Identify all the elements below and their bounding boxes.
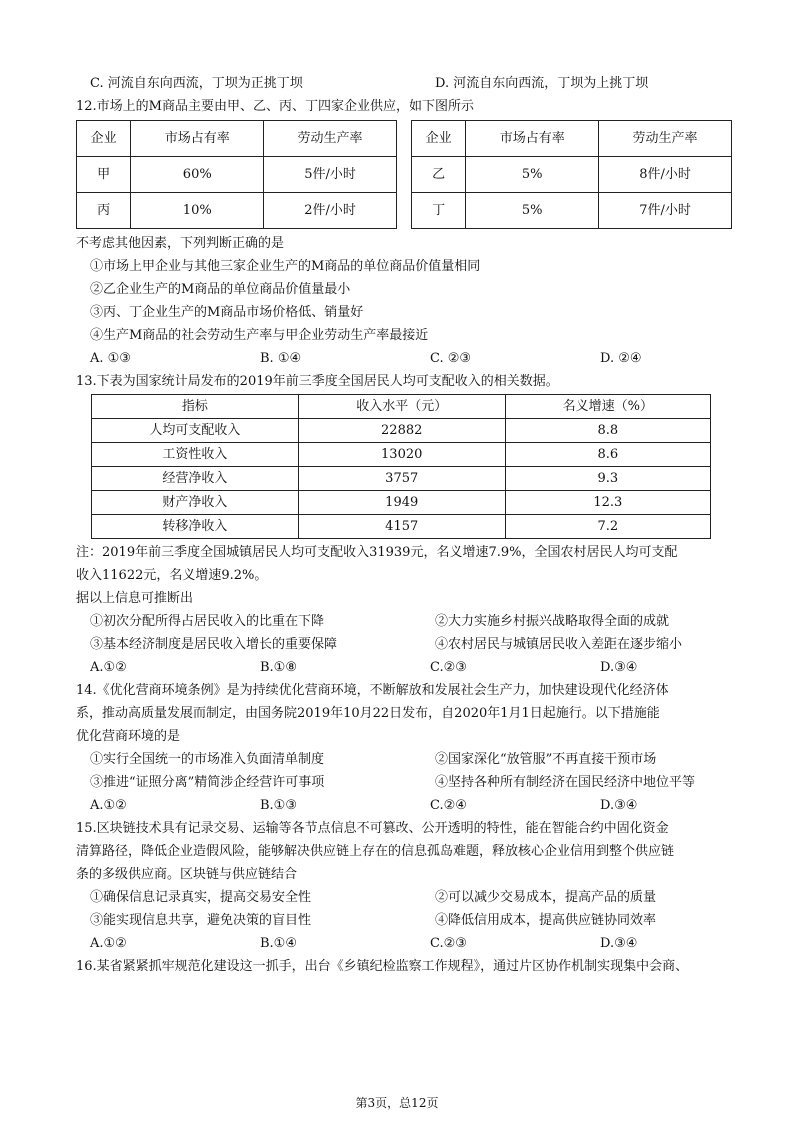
table-header-cell: 收入水平（元） [298, 395, 505, 419]
table-header-cell: 企业 [77, 121, 131, 157]
table-header-cell: 市场占有率 [466, 121, 599, 157]
q16-stem-line-1: 16.某省紧紧抓牢规范化建设这一抓手，出台《乡镇纪检监察工作规程》，通过片区协作机制实现集中会商、 [76, 959, 689, 974]
table-cell: 工资性收入 [92, 443, 299, 467]
q13-statement-3: ③基本经济制度是居民收入增长的重要保障 [90, 637, 338, 652]
q12-statement-4: ④生产M商品的社会劳动生产率与甲企业劳动生产率最接近 [90, 328, 429, 343]
choice-a: A. ①③ [90, 351, 131, 366]
table-gap [396, 157, 411, 193]
table-cell: 2件/小时 [264, 193, 397, 229]
choice-c: C. ②③ [430, 351, 472, 366]
table-cell: 3757 [298, 467, 505, 491]
choice-d: D.③④ [600, 798, 638, 813]
table-row [77, 193, 732, 229]
choice-a: A.①② [90, 660, 127, 675]
q14-statement-3: ③推进“证照分离”精简涉企经营许可事项 [90, 775, 325, 790]
q14-choices [76, 794, 732, 817]
table-header-cell: 劳动生产率 [264, 121, 397, 157]
table-cell: 经营净收入 [92, 467, 299, 491]
q12-statement-3: ③丙、丁企业生产的M商品市场价格低、销量好 [90, 305, 364, 320]
q11-options-row [76, 72, 732, 95]
choice-d: D.③④ [600, 660, 638, 675]
q15-statement-4: ④降低信用成本，提高供应链协同效率 [435, 913, 657, 928]
choice-b: B. ①④ [260, 351, 302, 366]
q14-stem-line-3: 优化营商环境的是 [76, 729, 181, 744]
q15-choices [76, 932, 732, 955]
table-cell: 4157 [298, 515, 505, 539]
q13-statements-row-1 [76, 610, 732, 633]
q13-statement-1: ①初次分配所得占居民收入的比重在下降 [90, 614, 325, 629]
q15-statement-1: ①确保信息记录真实，提高交易安全性 [90, 890, 312, 905]
table-header-row [92, 395, 711, 419]
table-cell: 8.8 [505, 419, 710, 443]
table-header-cell: 企业 [411, 121, 465, 157]
table-cell: 1949 [298, 491, 505, 515]
q13-statement-4: ④农村居民与城镇居民收入差距在逐步缩小 [435, 637, 683, 652]
choice-c: C.②③ [430, 660, 467, 675]
table-header-cell: 名义增速（%） [505, 395, 710, 419]
table-cell: 5% [466, 193, 599, 229]
table-cell: 12.3 [505, 491, 710, 515]
table-header-row [77, 121, 732, 157]
choice-a: A.①② [90, 798, 127, 813]
q14-stem-line-1: 14.《优化营商环境条例》是为持续优化营商环境，不断解放和发展社会生产力，加快建设现代化经济体 [76, 683, 669, 698]
choice-c: C.②④ [430, 798, 467, 813]
table-cell: 人均可支配收入 [92, 419, 299, 443]
table-cell: 转移净收入 [92, 515, 299, 539]
q12-choices [76, 347, 732, 370]
choice-b: B.①⑧ [260, 660, 297, 675]
q14-statements-row-2 [76, 771, 732, 794]
q12-table [76, 120, 732, 229]
table-row [77, 157, 732, 193]
q11-option-d: D. 河流自东向西流，丁坝为上挑丁坝 [435, 76, 649, 91]
choice-b: B.①③ [260, 798, 297, 813]
table-cell: 22882 [298, 419, 505, 443]
choice-c: C.②③ [430, 936, 467, 951]
q14-statement-4: ④坚持各种所有制经济在国民经济中地位平等 [435, 775, 696, 790]
exam-page [76, 72, 732, 978]
table-cell: 8件/小时 [599, 157, 732, 193]
q13-statement-2: ②大力实施乡村振兴战略取得全面的成就 [435, 614, 670, 629]
q15-statements-row-2 [76, 909, 732, 932]
table-cell: 13020 [298, 443, 505, 467]
table-cell: 5% [466, 157, 599, 193]
table-row [92, 419, 711, 443]
q13-statements-row-2 [76, 633, 732, 656]
q14-statement-1: ①实行全国统一的市场准入负面清单制度 [90, 752, 325, 767]
q13-note-line-2: 收入11622元，名义增速9.2%。 [76, 568, 268, 583]
table-cell: 7.2 [505, 515, 710, 539]
q15-statements-row-1 [76, 886, 732, 909]
choice-b: B.①④ [260, 936, 297, 951]
q11-option-c: C. 河流自东向西流，丁坝为正挑丁坝 [90, 76, 303, 91]
table-cell: 乙 [411, 157, 465, 193]
q12-stem: 12.市场上的M商品主要由甲、乙、丙、丁四家企业供应，如下图所示 [76, 99, 474, 114]
table-header-cell: 市场占有率 [131, 121, 264, 157]
table-cell: 5件/小时 [264, 157, 397, 193]
q13-stem: 13.下表为国家统计局发布的2019年前三季度全国居民人均可支配收入的相关数据。 [76, 374, 559, 389]
q12-statement-1: ①市场上甲企业与其他三家企业生产的M商品的单位商品价值量相同 [90, 259, 481, 274]
table-row [92, 515, 711, 539]
choice-d: D.③④ [600, 936, 638, 951]
q14-statement-2: ②国家深化“放管服”不再直接干预市场 [435, 752, 657, 767]
table-cell: 丁 [411, 193, 465, 229]
q15-statement-3: ③能实现信息共享，避免决策的盲目性 [90, 913, 312, 928]
table-cell: 10% [131, 193, 264, 229]
table-row [92, 467, 711, 491]
table-cell: 甲 [77, 157, 131, 193]
table-cell: 丙 [77, 193, 131, 229]
table-gap [396, 193, 411, 229]
table-cell: 60% [131, 157, 264, 193]
table-row [92, 443, 711, 467]
q14-statements-row-1 [76, 748, 732, 771]
table-cell: 9.3 [505, 467, 710, 491]
q13-table [91, 394, 711, 539]
table-cell: 财产净收入 [92, 491, 299, 515]
table-cell: 8.6 [505, 443, 710, 467]
q15-stem-line-3: 条的多级供应商。区块链与供应链结合 [76, 867, 298, 882]
q14-stem-line-2: 系，推动高质量发展而制定，由国务院2019年10月22日发布，自2020年1月1日起施行。以下措施能 [76, 706, 660, 721]
q15-stem-line-1: 15.区块链技术具有记录交易、运输等各节点信息不可篡改、公开透明的特性，能在智能合约中固化资金 [76, 821, 669, 836]
q13-choices [76, 656, 732, 679]
choice-a: A.①② [90, 936, 127, 951]
page-footer: 第3页，总12页 [355, 1096, 439, 1110]
q13-note-line-1: 注：2019年前三季度全国城镇居民人均可支配收入31939元，名义增速7.9%，全国农村居民人均可支配 [76, 545, 678, 560]
table-row [92, 491, 711, 515]
q12-statement-2: ②乙企业生产的M商品的单位商品价值量最小 [90, 282, 351, 297]
table-header-cell: 指标 [92, 395, 299, 419]
table-cell: 7件/小时 [599, 193, 732, 229]
table-header-cell: 劳动生产率 [599, 121, 732, 157]
choice-d: D. ②④ [600, 351, 642, 366]
q15-statement-2: ②可以减少交易成本，提高产品的质量 [435, 890, 657, 905]
q13-question: 据以上信息可推断出 [76, 591, 194, 606]
table-gap [396, 121, 411, 157]
q15-stem-line-2: 清算路径，降低企业造假风险，能够解决供应链上存在的信息孤岛难题，释放核心企业信用到整个供应链 [76, 844, 675, 859]
q12-question: 不考虑其他因素，下列判断正确的是 [76, 236, 285, 251]
